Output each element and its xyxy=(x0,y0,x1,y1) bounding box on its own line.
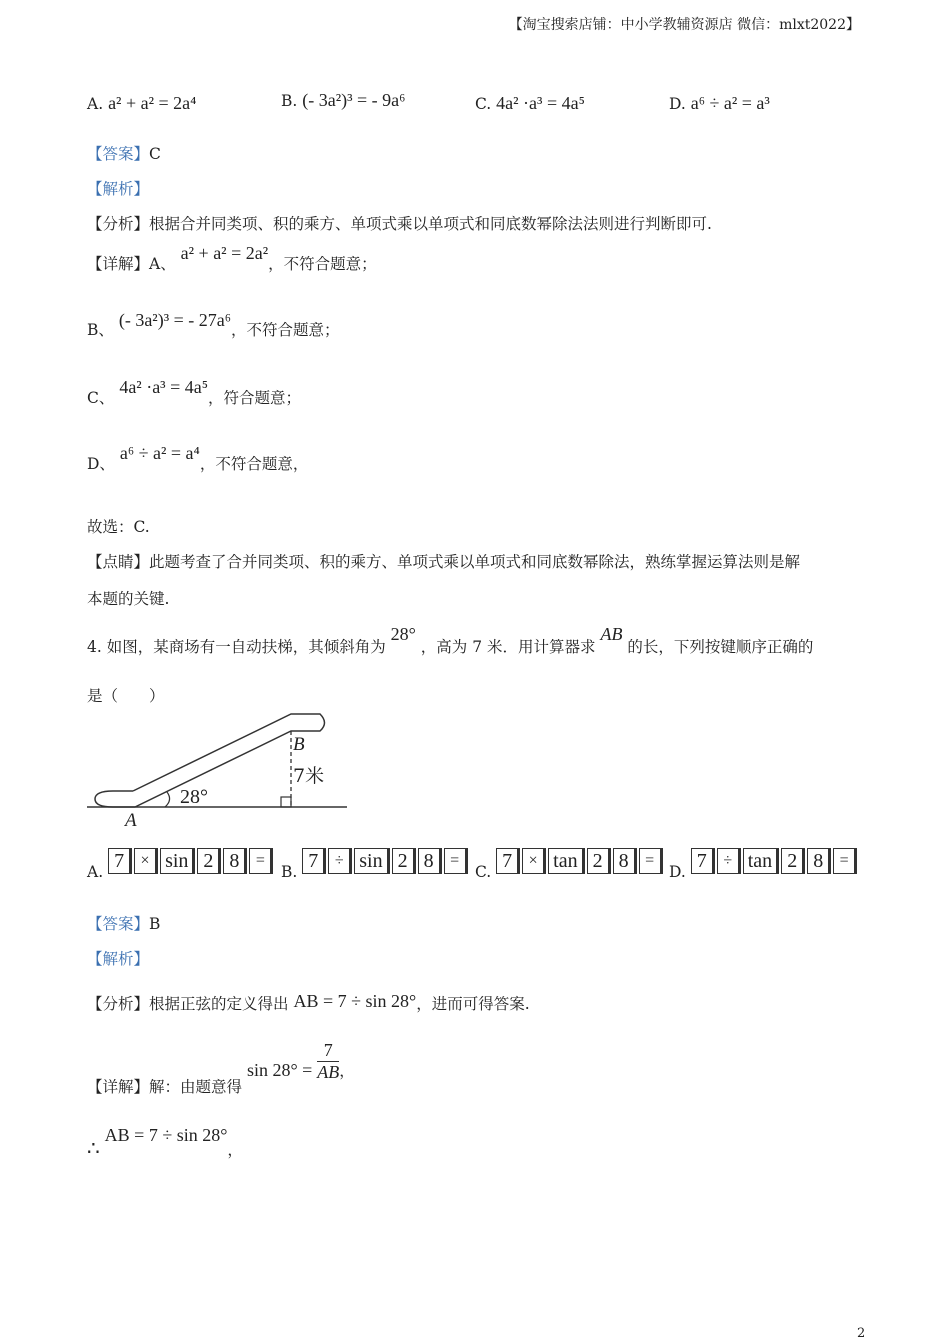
key-2: 2 xyxy=(197,848,219,874)
xiangjie-tag: 【详解】 xyxy=(87,255,150,273)
option-expr: 4a² ·a³ = 4a⁵ xyxy=(496,93,585,113)
key-divide: ÷ xyxy=(328,848,350,874)
q4-analysis-tag: 【解析】 xyxy=(87,950,150,968)
right-angle-mark xyxy=(281,797,291,807)
key-equals: = xyxy=(249,848,271,874)
xiangjie-tag: 【详解】 xyxy=(87,1077,150,1096)
detail-expr: a² + a² = 2a² xyxy=(180,243,269,263)
detail-expr: (- 3a²)³ = - 27a⁶ xyxy=(118,310,232,330)
key-equals: = xyxy=(444,848,466,874)
option-label: C. xyxy=(475,863,492,881)
key-divide: ÷ xyxy=(717,848,739,874)
fenxi-expr: AB = 7 ÷ sin 28° xyxy=(293,991,417,1011)
q3-detail-b xyxy=(87,310,340,340)
q3-option-c xyxy=(475,93,585,114)
key-sin: sin xyxy=(354,848,387,874)
q3-option-b xyxy=(281,90,405,111)
fraction xyxy=(317,1040,339,1083)
key-tan: tan xyxy=(548,848,582,874)
fenxi-text: 根据合并同类项、积的乘方、单项式乘以单项式和同底数幂除法法则进行判断即可. xyxy=(149,215,712,233)
keys-c xyxy=(496,848,660,874)
detail-expr: a⁶ ÷ a² = a⁴ xyxy=(119,443,200,463)
q3-detail-c xyxy=(87,377,302,408)
key-7: 7 xyxy=(108,848,130,874)
option-label: C. xyxy=(475,95,492,113)
escalator-body xyxy=(95,714,325,807)
option-expr: (- 3a²)³ = - 9a⁶ xyxy=(302,90,406,110)
stem-text: 4. 如图，某商场有一自动扶梯，其倾斜角为 xyxy=(87,638,386,656)
key-equals: = xyxy=(639,848,661,874)
detail-suffix: ，不符合题意， xyxy=(199,455,309,473)
q4-xiangjie xyxy=(87,1040,355,1096)
label-height: 7米 xyxy=(293,765,325,787)
key-multiply: × xyxy=(522,848,544,874)
key-7: 7 xyxy=(496,848,518,874)
key-8: 8 xyxy=(613,848,635,874)
fenxi-text: ，进而可得答案. xyxy=(416,995,530,1013)
q3-detail-a xyxy=(87,243,377,274)
key-tan: tan xyxy=(743,848,777,874)
option-label: A. xyxy=(87,863,104,881)
q4-fenxi xyxy=(87,992,530,1014)
q3-fenxi xyxy=(87,212,712,234)
answer-value: B xyxy=(149,915,161,933)
fraction-numerator: 7 xyxy=(317,1040,339,1062)
q4-option-c xyxy=(475,848,661,881)
label-a: A xyxy=(125,810,137,831)
key-8: 8 xyxy=(807,848,829,874)
dianjing-text: 此题考查了合并同类项、积的乘方、单项式乘以单项式和同底数幂除法，熟练掌握运算法则是解 xyxy=(149,553,801,571)
keys-a xyxy=(108,848,271,874)
label-angle: 28° xyxy=(180,786,208,808)
key-7: 7 xyxy=(302,848,324,874)
q3-answer xyxy=(87,142,161,164)
angle-value: 28° xyxy=(390,624,416,644)
therefore-symbol: ∴ xyxy=(87,1136,100,1160)
q3-dianjing-line2: 本题的关键. xyxy=(87,590,170,608)
fenxi-tag: 【分析】 xyxy=(87,215,150,233)
page-number: 2 xyxy=(857,1326,866,1341)
angle-arc xyxy=(165,792,170,807)
option-label: B. xyxy=(281,863,298,881)
detail-prefix: B、 xyxy=(87,321,114,339)
option-expr: a⁶ ÷ a² = a³ xyxy=(690,93,770,113)
xiangjie-text: 解：由题意得 xyxy=(149,1077,243,1096)
q4-option-b xyxy=(281,848,466,881)
key-7: 7 xyxy=(691,848,713,874)
q4-final xyxy=(87,1122,243,1160)
option-label: D. xyxy=(669,95,686,113)
final-expr: AB = 7 ÷ sin 28° xyxy=(104,1125,228,1145)
q4-stem-line1 xyxy=(87,624,814,657)
q3-detail-d xyxy=(87,443,309,474)
sin-expr: sin 28° = xyxy=(246,1059,313,1080)
fraction-denominator: AB xyxy=(317,1062,340,1082)
option-label: B. xyxy=(281,92,298,110)
detail-suffix: ，不符合题意； xyxy=(231,321,340,339)
label-b: B xyxy=(293,734,305,755)
q4-option-a xyxy=(87,848,271,881)
xiangjie-text: ， xyxy=(339,1061,355,1080)
q3-conclusion: 故选：C. xyxy=(87,518,150,536)
escalator-figure xyxy=(85,708,355,833)
q4-option-d xyxy=(669,848,855,881)
detail-suffix: ，符合题意； xyxy=(208,389,302,407)
dianjing-tag: 【点睛】 xyxy=(87,553,150,571)
final-suffix: ， xyxy=(227,1141,243,1159)
key-8: 8 xyxy=(223,848,245,874)
page-header: 【淘宝搜索店铺：中小学教辅资源店 微信：mlxt2022】 xyxy=(508,17,860,33)
ab-symbol: AB xyxy=(600,624,623,644)
option-label: A. xyxy=(87,95,104,113)
q3-option-a xyxy=(87,93,196,114)
key-2: 2 xyxy=(392,848,414,874)
keys-b xyxy=(302,848,465,874)
detail-suffix: ，不符合题意； xyxy=(268,255,377,273)
fenxi-tag: 【分析】 xyxy=(87,995,150,1013)
keys-d xyxy=(691,848,855,874)
detail-prefix: A、 xyxy=(149,255,176,273)
q4-answer xyxy=(87,912,160,934)
q3-option-d xyxy=(669,93,770,114)
answer-tag: 【答案】 xyxy=(87,915,150,933)
stem-text: ，高为 7 米．用计算器求 xyxy=(420,638,596,656)
q3-dianjing-line1 xyxy=(87,550,800,572)
q4-stem-line2: 是（ ） xyxy=(87,687,165,705)
fenxi-text: 根据正弦的定义得出 xyxy=(149,995,289,1013)
answer-value: C xyxy=(149,145,161,163)
key-equals: = xyxy=(833,848,855,874)
detail-expr: 4a² ·a³ = 4a⁵ xyxy=(119,377,208,397)
key-2: 2 xyxy=(587,848,609,874)
stem-text: 的长，下列按键顺序正确的 xyxy=(627,638,814,656)
key-2: 2 xyxy=(781,848,803,874)
key-multiply: × xyxy=(134,848,156,874)
answer-tag: 【答案】 xyxy=(87,145,150,163)
key-sin: sin xyxy=(160,848,193,874)
option-label: D. xyxy=(669,863,686,881)
detail-prefix: C、 xyxy=(87,389,115,407)
q3-analysis-tag: 【解析】 xyxy=(87,180,150,198)
option-expr: a² + a² = 2a⁴ xyxy=(108,93,197,113)
key-8: 8 xyxy=(418,848,440,874)
detail-prefix: D、 xyxy=(87,455,115,473)
